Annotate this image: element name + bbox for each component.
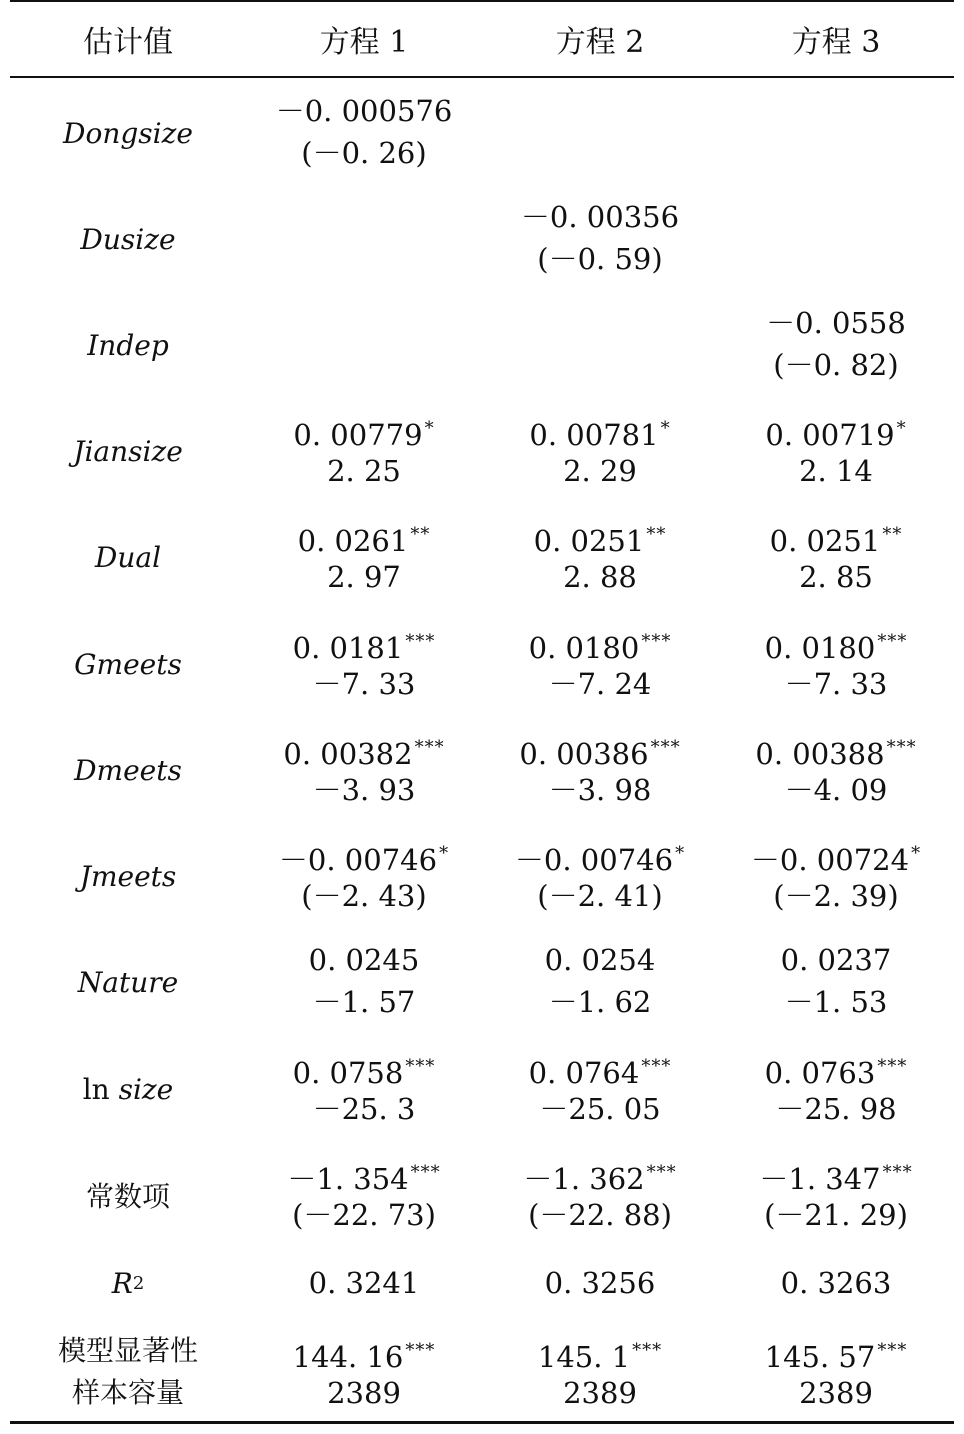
table-cell <box>482 80 718 186</box>
row-label-variable: Dual <box>94 540 162 574</box>
table-cell <box>482 504 718 610</box>
table-row <box>0 80 964 186</box>
header-estimate: 估计值 <box>83 25 173 60</box>
coefficient-value: 0. 0764 <box>528 1056 640 1090</box>
table-cell <box>246 292 482 398</box>
table-cell <box>718 717 954 823</box>
coefficient <box>482 623 718 665</box>
coefficient <box>718 623 954 665</box>
coefficient <box>718 198 954 236</box>
top-rule <box>10 0 954 2</box>
table-cell <box>718 611 954 717</box>
header-rule <box>10 76 954 78</box>
r-squared-value: 0. 3263 <box>780 1266 892 1300</box>
significance-stars: *** <box>405 1340 436 1361</box>
row-label <box>10 292 246 398</box>
coefficient <box>246 623 482 665</box>
t-statistic: －3. 98 <box>548 773 652 807</box>
t-statistic: －4. 09 <box>784 773 888 807</box>
significance-stars: *** <box>410 1162 441 1183</box>
table-cell <box>246 1142 482 1248</box>
coefficient <box>482 516 718 558</box>
coefficient-value: 0. 00382 <box>283 737 413 771</box>
table-cell <box>482 398 718 504</box>
header-equation-1: 方程 1 <box>319 25 409 60</box>
coefficient-value: 0. 0254 <box>544 943 656 977</box>
table-cell <box>246 186 482 292</box>
coefficient-value: 0. 00388 <box>755 737 885 771</box>
significance-stars: *** <box>641 631 672 652</box>
t-statistic: 2389 <box>563 1376 637 1410</box>
row-label <box>10 80 246 186</box>
significance-stars: * <box>911 843 922 864</box>
row-label <box>10 1320 246 1420</box>
row-label <box>10 823 246 929</box>
significance-stars: *** <box>405 1056 436 1077</box>
t-statistic: 2389 <box>799 1376 873 1410</box>
table-cell <box>246 504 482 610</box>
model-significance-label: 模型显著性 <box>57 1334 198 1367</box>
coefficient-value: 0. 0251 <box>533 524 645 558</box>
row-label <box>10 186 246 292</box>
row-label-variable: Dongsize <box>63 116 193 150</box>
table-cell <box>718 823 954 929</box>
t-statistic: －25. 05 <box>539 1092 661 1126</box>
table-row <box>0 1036 964 1142</box>
coefficient-value: 0. 0251 <box>769 524 881 558</box>
coefficient-value: 0. 0181 <box>292 631 404 665</box>
t-statistic <box>482 134 718 172</box>
t-statistic: －3. 93 <box>312 773 416 807</box>
coefficient <box>718 1048 954 1090</box>
table-row <box>0 823 964 929</box>
t-statistic: －1. 53 <box>784 985 888 1019</box>
significance-stars: ** <box>410 524 431 545</box>
table-row <box>0 398 964 504</box>
t-statistic: 2389 <box>327 1376 401 1410</box>
coefficient-value: 0. 0245 <box>308 943 420 977</box>
row-label-variable: size <box>118 1072 174 1106</box>
t-statistic: (－21. 29) <box>764 1198 908 1232</box>
coefficient-value: 0. 0261 <box>297 524 409 558</box>
significance-stars: ** <box>882 524 903 545</box>
significance-stars: *** <box>877 1056 908 1077</box>
header-equation-3: 方程 3 <box>791 25 881 60</box>
sample-size-label: 样本容量 <box>71 1376 184 1409</box>
significance-stars: *** <box>632 1340 663 1361</box>
coefficient-value: －0. 00724 <box>750 843 910 877</box>
significance-stars: ** <box>646 524 667 545</box>
table-cell <box>718 398 954 504</box>
table-cell <box>482 1036 718 1142</box>
coefficient <box>246 1332 482 1374</box>
coefficient <box>246 941 482 979</box>
t-statistic: －1. 57 <box>312 985 416 1019</box>
coefficient <box>482 1332 718 1374</box>
significance-stars: *** <box>641 1056 672 1077</box>
t-statistic: 2. 14 <box>799 454 873 488</box>
coefficient-value: －1. 347 <box>759 1162 881 1196</box>
table-row <box>0 292 964 398</box>
table-cell <box>718 292 954 398</box>
coefficient <box>482 92 718 130</box>
t-statistic: 2. 85 <box>799 560 873 594</box>
coefficient-value: －1. 362 <box>523 1162 645 1196</box>
row-label <box>10 717 246 823</box>
coefficient <box>246 1048 482 1090</box>
row-label-text: 常数项 <box>85 1180 170 1213</box>
bottom-rule <box>10 1421 954 1424</box>
coefficient <box>718 1332 954 1374</box>
coefficient <box>718 516 954 558</box>
coefficient-value: 0. 00386 <box>519 737 649 771</box>
t-statistic <box>718 240 954 278</box>
significance-stars: * <box>675 843 686 864</box>
row-label <box>10 504 246 610</box>
header-equation-2: 方程 2 <box>555 25 645 60</box>
coefficient <box>482 304 718 342</box>
row-label-variable: Indep <box>87 328 169 362</box>
coefficient <box>246 1154 482 1196</box>
table-cell <box>482 717 718 823</box>
row-label-variable: Dmeets <box>74 753 182 787</box>
r-squared-value: 0. 3256 <box>544 1266 656 1300</box>
significance-stars: *** <box>646 1162 677 1183</box>
t-statistic: －25. 3 <box>312 1092 416 1126</box>
table-row <box>0 611 964 717</box>
row-label <box>10 1142 246 1248</box>
significance-stars: *** <box>414 737 445 758</box>
coefficient <box>246 198 482 236</box>
row-label-variable: Jmeets <box>79 859 177 893</box>
r-squared-label: R <box>111 1266 133 1300</box>
coefficient <box>482 1048 718 1090</box>
row-label-variable: Dusize <box>80 222 176 256</box>
coefficient <box>246 729 482 771</box>
table-cell <box>482 1248 718 1318</box>
t-statistic <box>246 240 482 278</box>
table-cell <box>718 1320 954 1420</box>
significance-stars: *** <box>882 1162 913 1183</box>
significance-stars: *** <box>877 631 908 652</box>
table-cell <box>246 823 482 929</box>
t-statistic: (－0. 82) <box>773 348 899 382</box>
table-row <box>0 186 964 292</box>
table-row-model-significance <box>0 1320 964 1420</box>
table-cell <box>482 823 718 929</box>
row-label-variable: Jiansize <box>73 434 183 468</box>
t-statistic: －7. 33 <box>312 667 416 701</box>
table-cell <box>482 292 718 398</box>
t-statistic: －25. 98 <box>775 1092 897 1126</box>
table-row <box>0 929 964 1035</box>
significance-stars: * <box>439 843 450 864</box>
coefficient-value: 0. 0763 <box>764 1056 876 1090</box>
row-label-prefix: ln <box>82 1072 119 1106</box>
coefficient <box>718 1154 954 1196</box>
t-statistic: －1. 62 <box>548 985 652 1019</box>
coefficient-value: －0. 0558 <box>766 306 906 340</box>
r-squared-value: 0. 3241 <box>308 1266 420 1300</box>
significance-stars: * <box>424 418 435 439</box>
table-row <box>0 1142 964 1248</box>
coefficient <box>246 835 482 877</box>
coefficient-value: －1. 354 <box>287 1162 409 1196</box>
table-cell <box>718 1036 954 1142</box>
t-statistic <box>482 346 718 384</box>
row-label-variable: Nature <box>77 965 179 999</box>
coefficient <box>482 1154 718 1196</box>
row-label <box>10 929 246 1035</box>
table-cell <box>718 1142 954 1248</box>
coefficient <box>718 941 954 979</box>
significance-stars: *** <box>405 631 436 652</box>
table-cell <box>718 186 954 292</box>
coefficient-value: 0. 0180 <box>528 631 640 665</box>
coefficient <box>718 410 954 452</box>
t-statistic <box>246 346 482 384</box>
significance-stars: *** <box>886 737 917 758</box>
row-label-variable: Gmeets <box>74 647 182 681</box>
significance-stars: * <box>660 418 671 439</box>
table-cell <box>246 1248 482 1318</box>
coefficient-value: 145. 57 <box>764 1340 876 1374</box>
coefficient <box>246 304 482 342</box>
t-statistic: －7. 24 <box>548 667 652 701</box>
coefficient <box>482 410 718 452</box>
t-statistic: (－0. 26) <box>301 136 427 170</box>
table-cell <box>482 1320 718 1420</box>
coefficient-value: 0. 00719 <box>765 418 895 452</box>
coefficient-value: －0. 00746 <box>278 843 438 877</box>
coefficient <box>718 92 954 130</box>
coefficient <box>482 835 718 877</box>
table-cell <box>246 398 482 504</box>
coefficient <box>482 198 718 236</box>
row-label <box>10 1248 246 1318</box>
coefficient <box>246 92 482 130</box>
t-statistic: －7. 33 <box>784 667 888 701</box>
coefficient <box>482 729 718 771</box>
table-cell <box>718 80 954 186</box>
significance-stars: *** <box>650 737 681 758</box>
row-label <box>10 611 246 717</box>
t-statistic: (－0. 59) <box>537 242 663 276</box>
table-row <box>0 717 964 823</box>
coefficient <box>718 304 954 342</box>
coefficient-value: 144. 16 <box>292 1340 404 1374</box>
significance-stars: * <box>896 418 907 439</box>
table-row-r2 <box>0 1248 964 1318</box>
coefficient <box>482 941 718 979</box>
coefficient <box>718 729 954 771</box>
t-statistic: 2. 25 <box>327 454 401 488</box>
table-cell <box>482 1142 718 1248</box>
table-cell <box>718 929 954 1035</box>
table-cell <box>482 186 718 292</box>
coefficient <box>246 516 482 558</box>
table-cell <box>246 1320 482 1420</box>
r-squared-superscript: 2 <box>132 1272 145 1294</box>
coefficient-value: －0. 000576 <box>275 94 453 128</box>
table-cell <box>718 504 954 610</box>
coefficient-value: 145. 1 <box>537 1340 631 1374</box>
table-cell <box>246 1036 482 1142</box>
coefficient-value: －0. 00746 <box>514 843 674 877</box>
coefficient-value: 0. 0180 <box>764 631 876 665</box>
row-label <box>10 1036 246 1142</box>
t-statistic: (－22. 88) <box>528 1198 672 1232</box>
row-label <box>10 398 246 504</box>
coefficient-value: 0. 00779 <box>293 418 423 452</box>
t-statistic: (－2. 43) <box>301 879 427 913</box>
table-row <box>0 504 964 610</box>
table-cell <box>482 929 718 1035</box>
t-statistic: 2. 88 <box>563 560 637 594</box>
coefficient <box>246 410 482 452</box>
t-statistic: (－2. 39) <box>773 879 899 913</box>
coefficient-value: 0. 00781 <box>529 418 659 452</box>
table-cell <box>246 717 482 823</box>
coefficient-value: 0. 0237 <box>780 943 892 977</box>
table-cell <box>246 929 482 1035</box>
table-cell <box>246 611 482 717</box>
t-statistic: 2. 97 <box>327 560 401 594</box>
coefficient <box>718 835 954 877</box>
table-cell <box>246 80 482 186</box>
coefficient-value: －0. 00356 <box>520 200 680 234</box>
t-statistic: 2. 29 <box>563 454 637 488</box>
significance-stars: *** <box>877 1340 908 1361</box>
table-cell <box>718 1248 954 1318</box>
table-cell <box>482 611 718 717</box>
coefficient-value: 0. 0758 <box>292 1056 404 1090</box>
t-statistic <box>718 134 954 172</box>
t-statistic: (－2. 41) <box>537 879 663 913</box>
t-statistic: (－22. 73) <box>292 1198 436 1232</box>
